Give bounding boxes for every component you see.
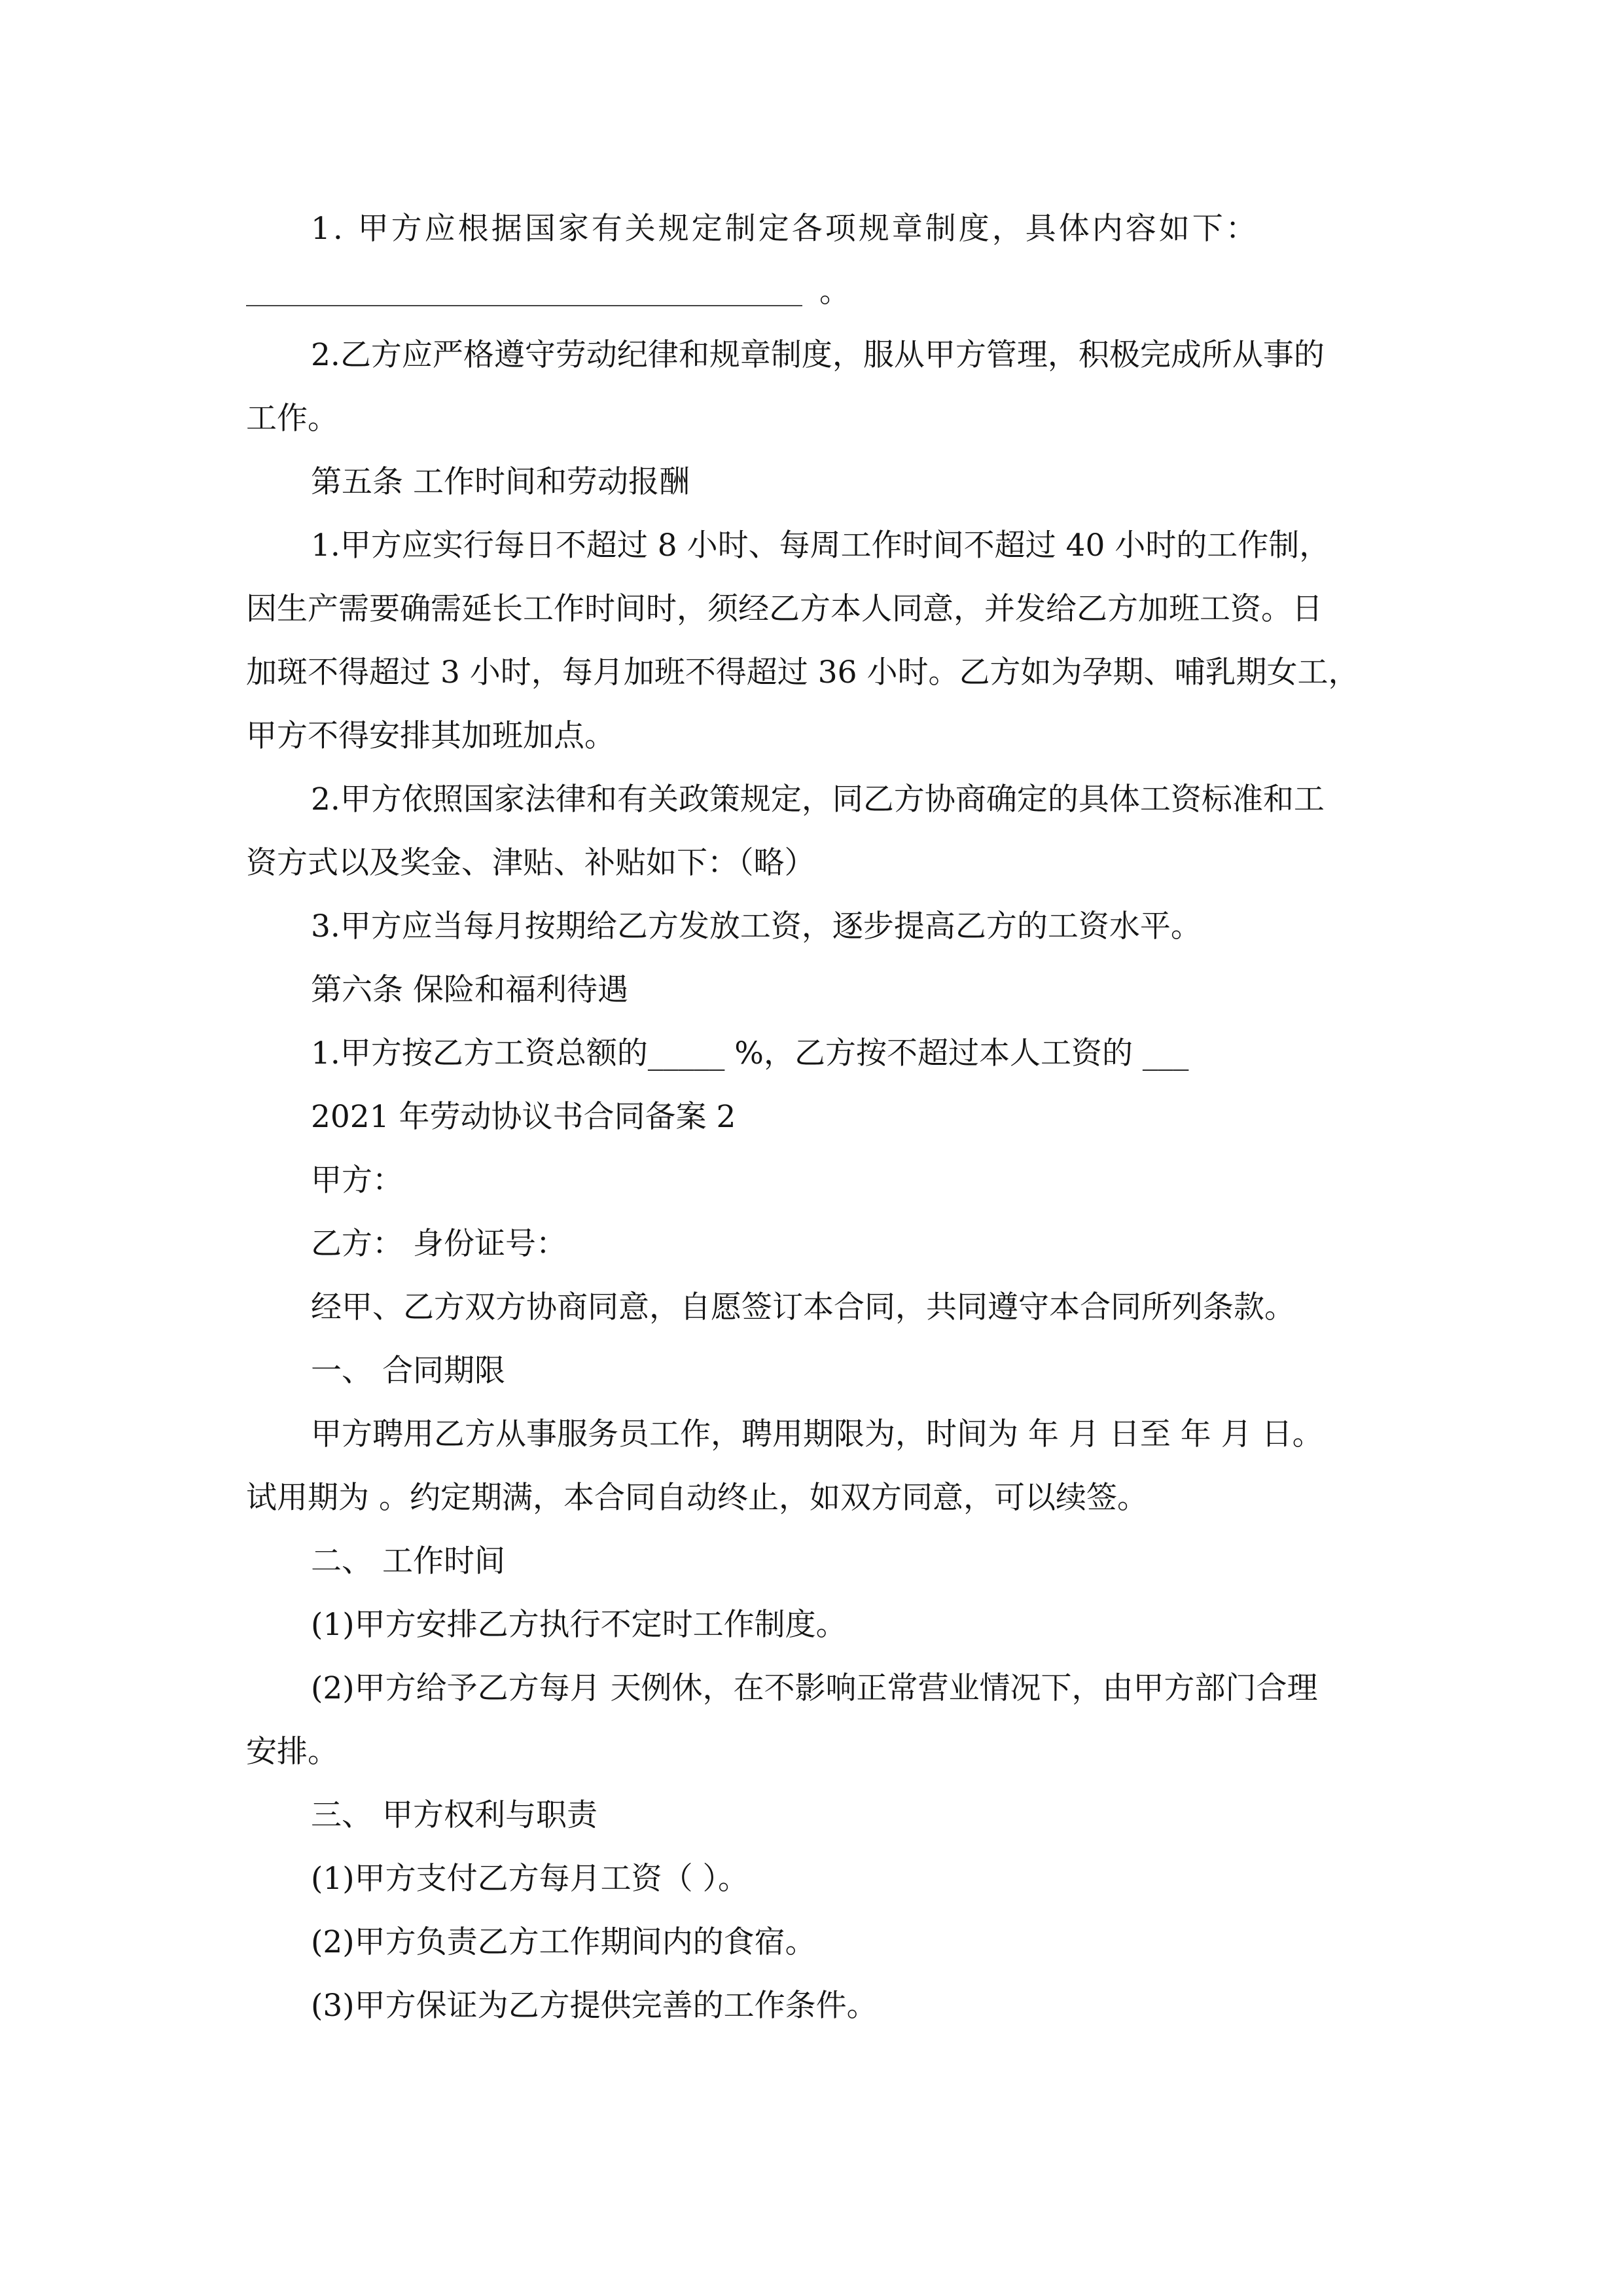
section-1-heading: 一、 合同期限	[311, 1353, 505, 1389]
wage-clause-3: 3.甲方应当每月按期给乙方发放工资，逐步提高乙方的工资水平。	[311, 908, 1202, 944]
work-time-item-2-cont: 安排。	[246, 1734, 338, 1770]
work-hours-clause-1-cont-2: 加斑不得超过 3 小时，每月加班不得超过 36 小时。乙方如为孕期、哺乳期女工，	[246, 655, 1359, 691]
term-paragraph-cont: 试用期为 。约定期满，本合同自动终止，如双方同意，可以续签。	[246, 1480, 1148, 1516]
article-6-heading: 第六条 保险和福利待遇	[311, 972, 628, 1008]
rules-clause-1-end: 。	[819, 274, 850, 310]
work-hours-clause-1: 1.甲方应实行每日不超过 8 小时、每周工作时间不超过 40 小时的工作制，	[311, 528, 1330, 564]
term-paragraph: 甲方聘用乙方从事服务员工作，聘用期限为，时间为 年 月 日至 年 月 日。	[311, 1416, 1323, 1452]
work-hours-clause-1-cont-3: 甲方不得安排其加班加点。	[246, 718, 615, 754]
fill-in-blank-line	[246, 305, 802, 306]
rules-clause-1: 1. 甲方应根据国家有关规定制定各项规章制度，具体内容如下：	[311, 211, 1259, 247]
insurance-clause-1: 1.甲方按乙方工资总额的_____ %，乙方按不超过本人工资的 ___	[311, 1035, 1189, 1071]
article-5-heading: 第五条 工作时间和劳动报酬	[311, 464, 690, 500]
duty-item-3: (3)甲方保证为乙方提供完善的工作条件。	[311, 1988, 878, 2024]
duty-item-1: (1)甲方支付乙方每月工资（ ）。	[311, 1861, 749, 1897]
wage-clause-2-cont: 资方式以及奖金、津贴、补贴如下：（略）	[246, 845, 815, 881]
party-a-label: 甲方：	[311, 1162, 403, 1198]
work-time-item-2: (2)甲方给予乙方每月 天例休，在不影响正常营业情况下，由甲方部门合理	[311, 1670, 1318, 1706]
section-3-heading: 三、 甲方权利与职责	[311, 1797, 597, 1833]
agreement-intro: 经甲、乙方双方协商同意，自愿签订本合同，共同遵守本合同所列条款。	[311, 1289, 1295, 1325]
duty-item-2: (2)甲方负责乙方工作期间内的食宿。	[311, 1924, 816, 1960]
wage-clause-2: 2.甲方依照国家法律和有关政策规定，同乙方协商确定的具体工资标准和工	[311, 781, 1325, 817]
discipline-clause-2: 2.乙方应严格遵守劳动纪律和规章制度，服从甲方管理，积极完成所从事的	[311, 337, 1325, 373]
contract-2-title: 2021 年劳动协议书合同备案 2	[311, 1099, 736, 1135]
work-time-item-1: (1)甲方安排乙方执行不定时工作制度。	[311, 1607, 847, 1643]
party-b-label: 乙方： 身份证号：	[311, 1226, 567, 1262]
discipline-clause-2-cont: 工作。	[246, 401, 338, 437]
work-hours-clause-1-cont-1: 因生产需要确需延长工作时间时，须经乙方本人同意，并发给乙方加班工资。日	[246, 591, 1323, 627]
section-2-heading: 二、 工作时间	[311, 1543, 505, 1579]
